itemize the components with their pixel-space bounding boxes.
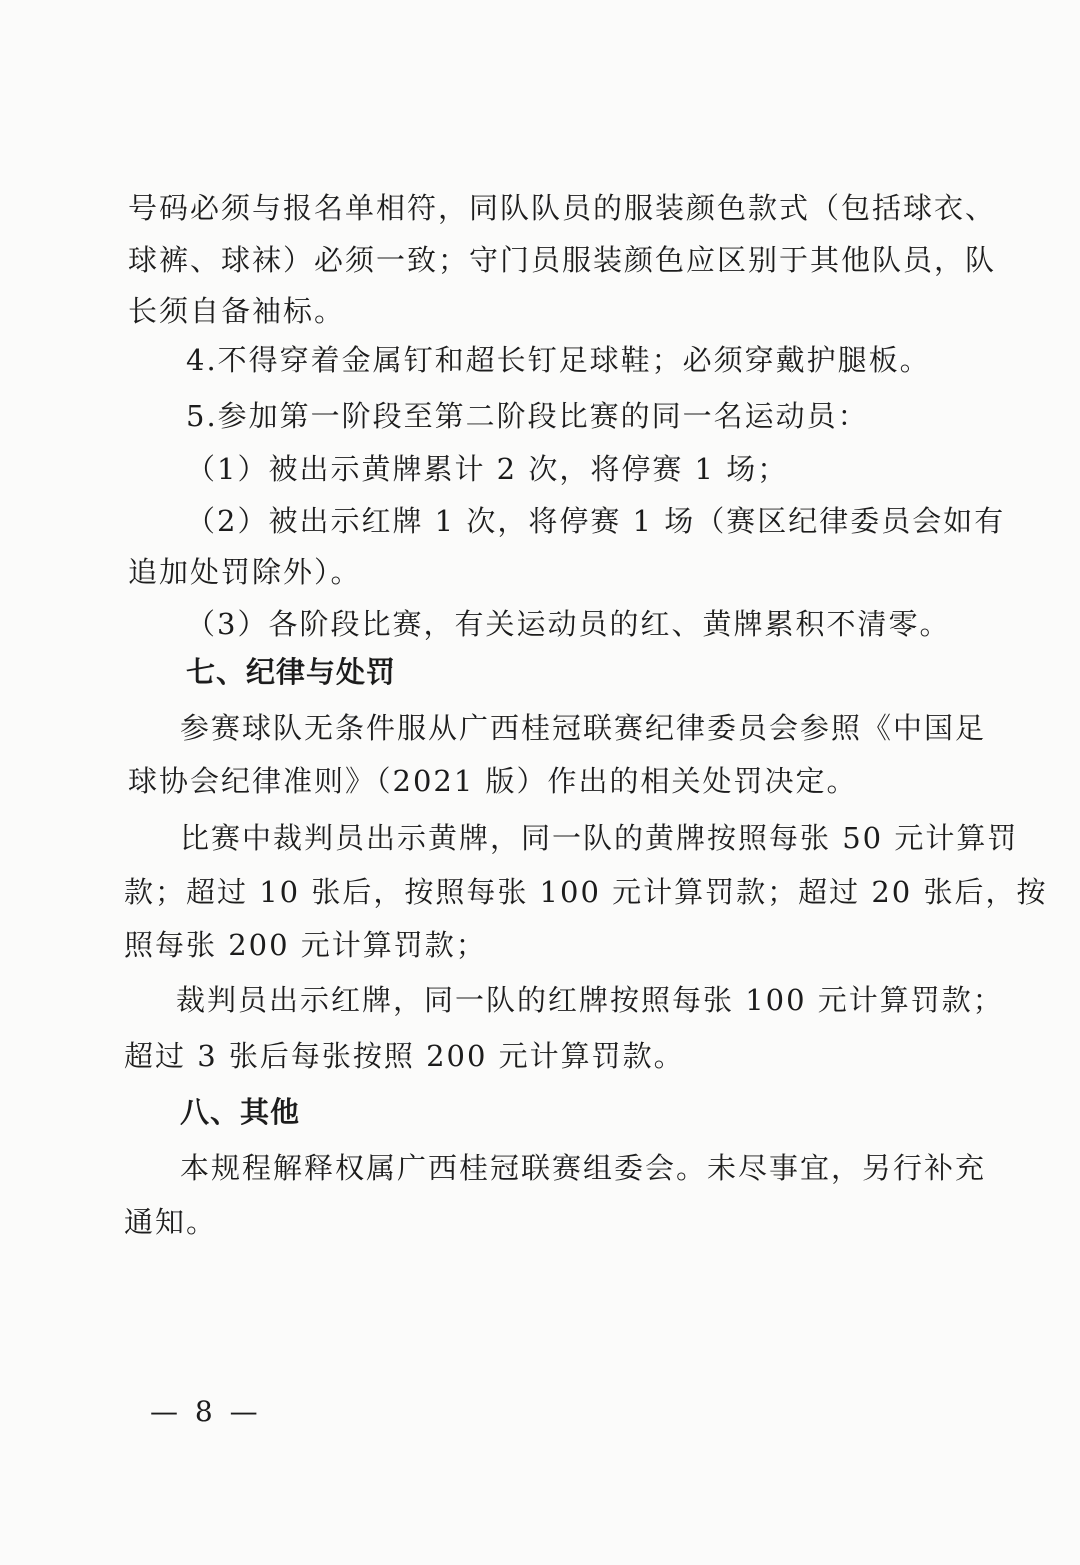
- text-line: 4.不得穿着金属钉和超长钉足球鞋；必须穿戴护腿板。: [186, 343, 931, 377]
- text-line: 款；超过 10 张后，按照每张 100 元计算罚款；超过 20 张后，按: [124, 875, 1048, 909]
- text-line: 本规程解释权属广西桂冠联赛组委会。未尽事宜，另行补充: [180, 1151, 987, 1185]
- text-line: 追加处罚除外）。: [128, 555, 362, 589]
- text-line: 照每张 200 元计算罚款；: [124, 928, 487, 962]
- page-number: — 8 —: [150, 1395, 262, 1428]
- section-heading-other: 八、其他: [180, 1095, 301, 1129]
- text-line: 号码必须与报名单相符，同队队员的服装颜色款式（包括球衣、: [128, 191, 997, 225]
- text-line: 球裤、球袜）必须一致；守门员服装颜色应区别于其他队员，队: [128, 243, 997, 277]
- text-line: 超过 3 张后每张按照 200 元计算罚款。: [124, 1039, 685, 1073]
- text-line: （1）被出示黄牌累计 2 次，将停赛 1 场；: [186, 452, 789, 486]
- text-line: 裁判员出示红牌，同一队的红牌按照每张 100 元计算罚款；: [176, 983, 1004, 1017]
- text-line: 球协会纪律准则》（2021 版）作出的相关处罚决定。: [128, 764, 858, 798]
- text-line: （2）被出示红牌 1 次，将停赛 1 场（赛区纪律委员会如有: [186, 504, 1006, 538]
- text-line: 5.参加第一阶段至第二阶段比赛的同一名运动员：: [186, 399, 869, 433]
- text-line: 长须自备袖标。: [128, 294, 346, 328]
- text-line: 参赛球队无条件服从广西桂冠联赛纪律委员会参照《中国足: [180, 711, 987, 745]
- text-line: 通知。: [124, 1205, 218, 1239]
- text-line: （3）各阶段比赛，有关运动员的红、黄牌累积不清零。: [186, 607, 951, 641]
- text-line: 比赛中裁判员出示黄牌，同一队的黄牌按照每张 50 元计算罚: [180, 821, 1019, 855]
- section-heading-discipline: 七、纪律与处罚: [186, 655, 397, 689]
